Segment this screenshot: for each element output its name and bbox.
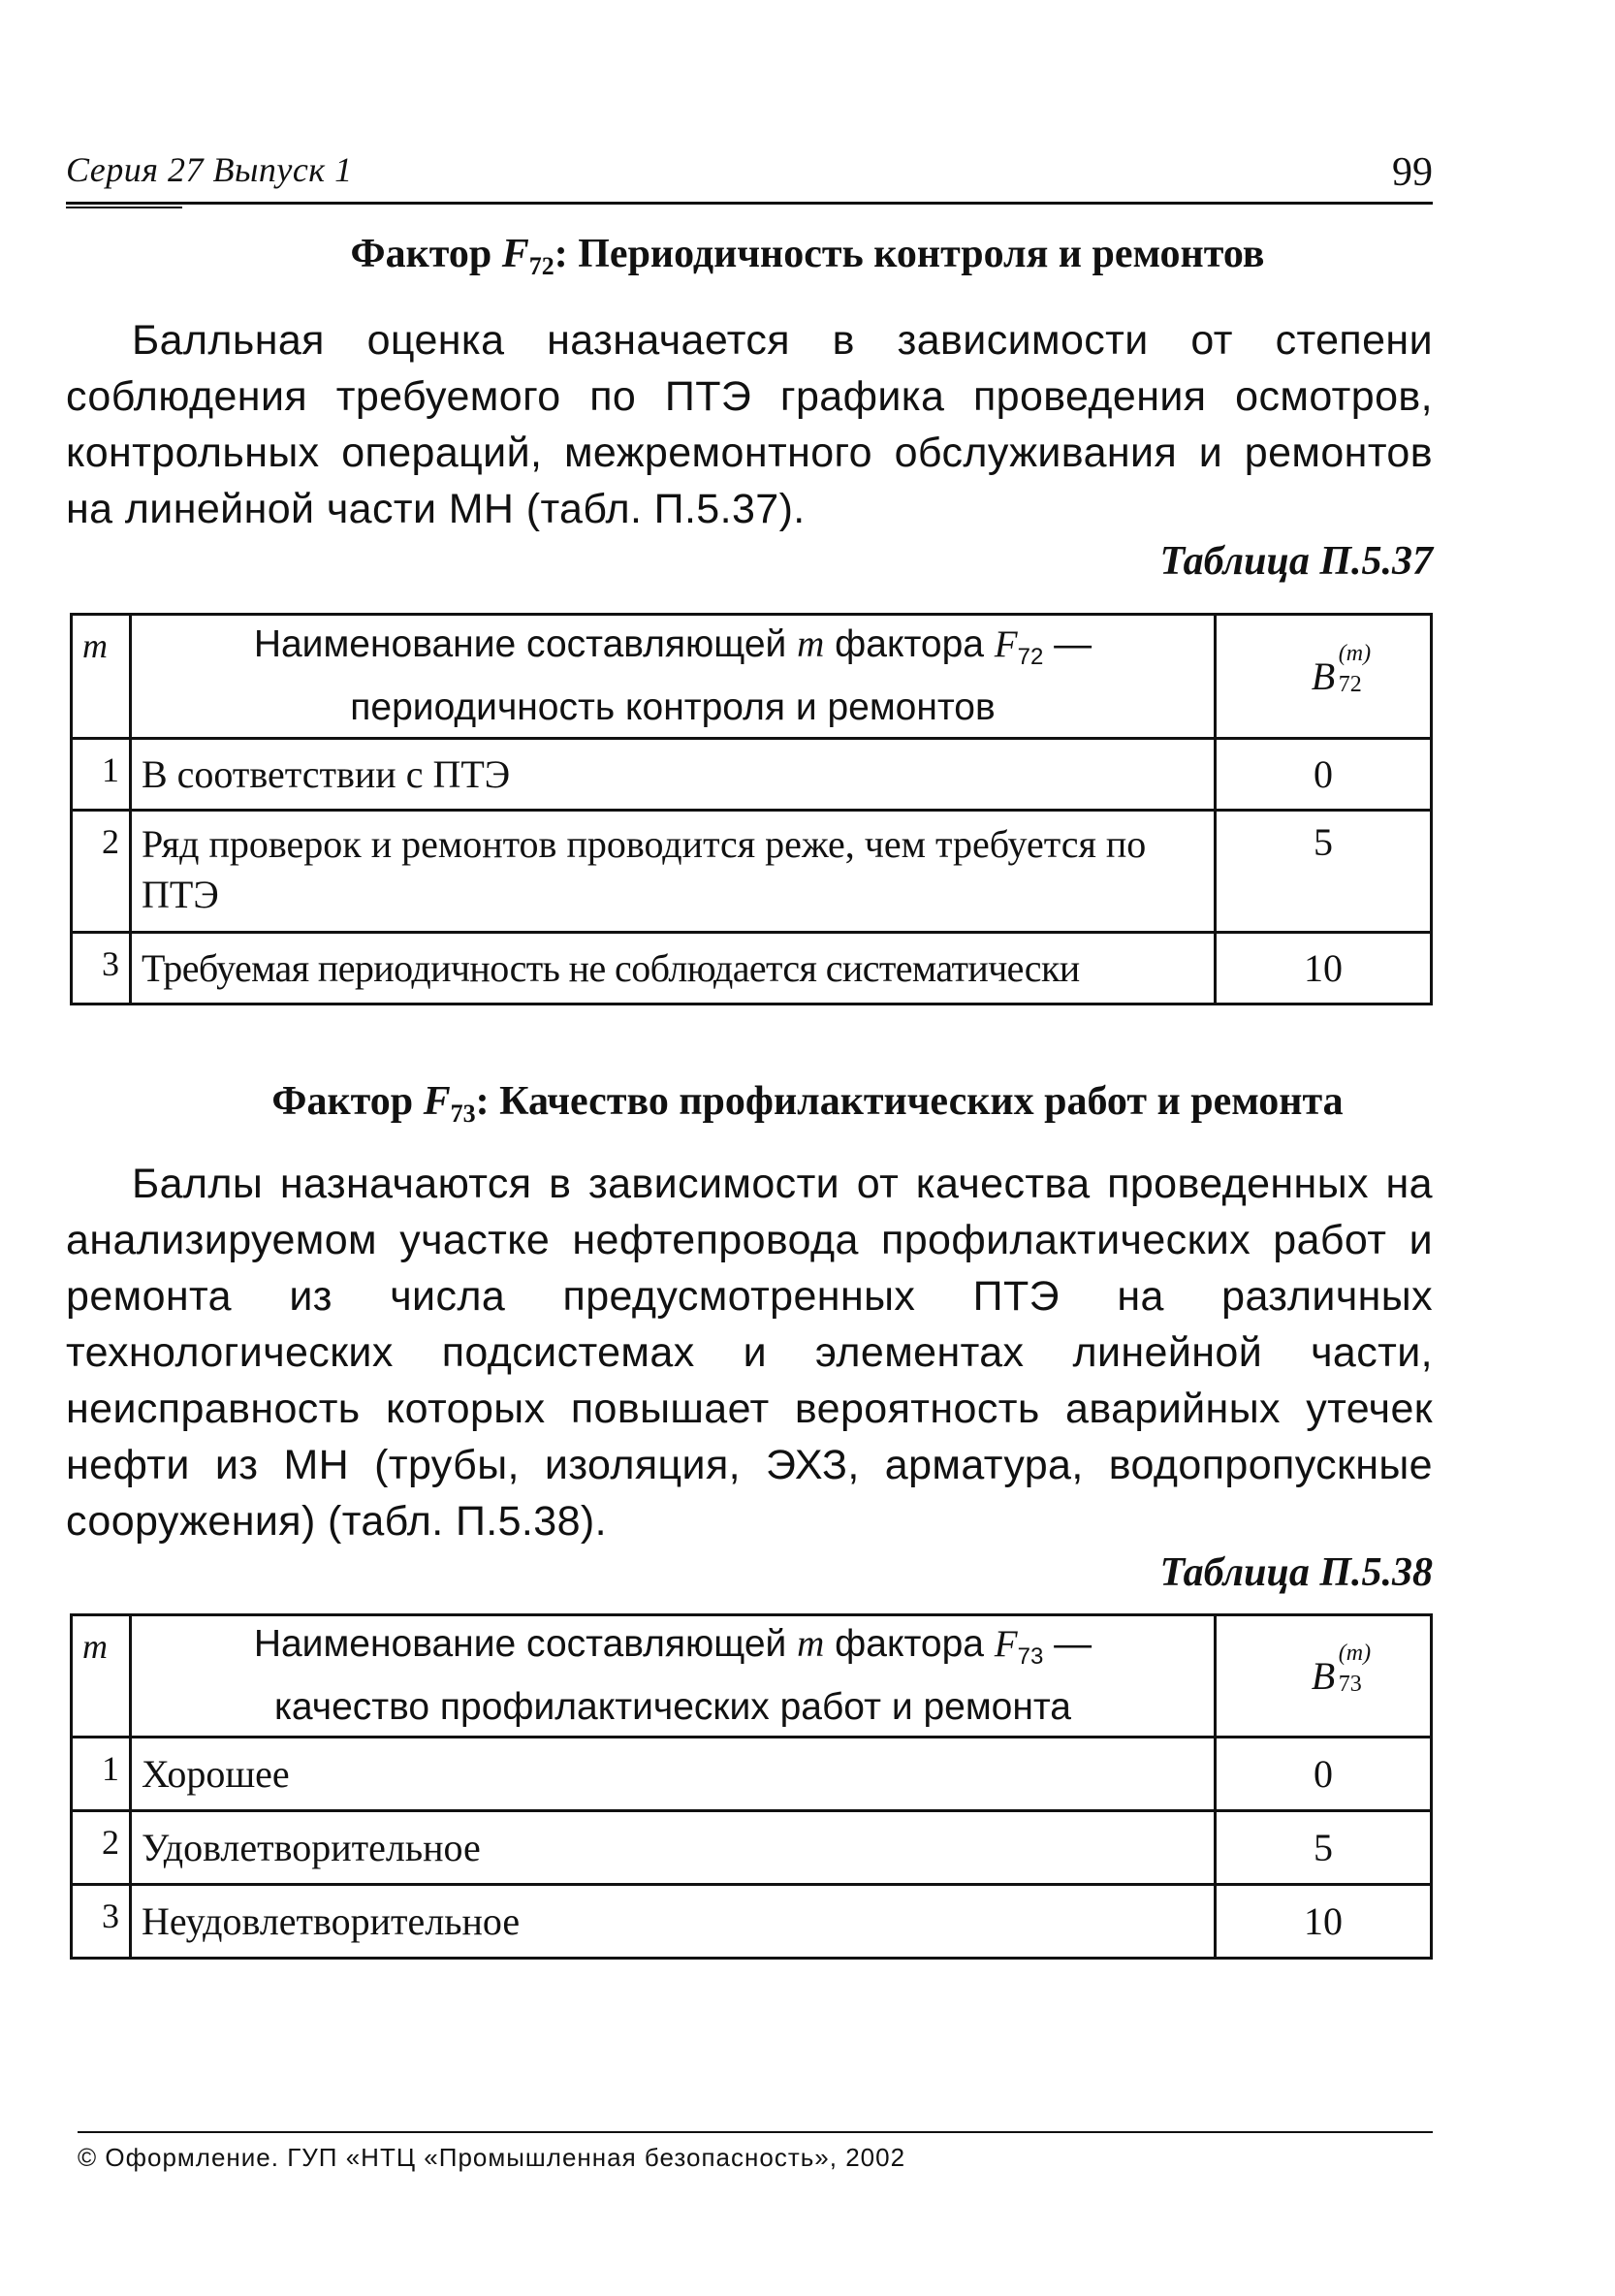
table-row bbox=[72, 1738, 1432, 1811]
b-letter: B bbox=[1311, 654, 1336, 698]
factor-symbol: F bbox=[501, 232, 529, 276]
row-name: Ряд проверок и ремонтов проводится реже, чем требуется по ПТЭ bbox=[131, 811, 1216, 933]
b-superscript: (m) bbox=[1338, 1641, 1372, 1666]
header-f-subscript: 73 bbox=[1017, 1643, 1044, 1670]
header-dash: — bbox=[1043, 1623, 1092, 1665]
header-m: m bbox=[72, 1615, 131, 1738]
header-text-line2: качество профилактических работ и ремонта bbox=[274, 1686, 1071, 1728]
header-m-symbol: m bbox=[797, 1623, 825, 1665]
row-name: Хорошее bbox=[131, 1738, 1216, 1811]
header-text: фактора bbox=[824, 623, 995, 665]
table-row bbox=[72, 1811, 1432, 1885]
row-m: 2 bbox=[72, 811, 131, 933]
header-text: фактора bbox=[824, 1623, 995, 1665]
table-p5-37 bbox=[70, 613, 1433, 1005]
header-b bbox=[1216, 615, 1432, 739]
title-text: : Периодичность контроля и ремонтов bbox=[554, 232, 1265, 276]
header-text: Наименование составляющей bbox=[253, 1623, 798, 1665]
row-b: 10 bbox=[1216, 933, 1432, 1004]
factor-subscript: 72 bbox=[528, 252, 554, 280]
header-rule bbox=[66, 207, 182, 208]
b-symbol bbox=[1311, 1641, 1372, 1698]
table-header-row bbox=[72, 615, 1432, 739]
section2-title bbox=[0, 1078, 1615, 1129]
header-b bbox=[1216, 1615, 1432, 1738]
row-m: 3 bbox=[72, 1885, 131, 1959]
row-m: 2 bbox=[72, 1811, 131, 1885]
row-b: 5 bbox=[1216, 811, 1432, 933]
title-prefix: Фактор bbox=[271, 1079, 424, 1124]
running-header bbox=[66, 145, 1433, 205]
row-name: Удовлетворительное bbox=[131, 1811, 1216, 1885]
row-b: 10 bbox=[1216, 1885, 1432, 1959]
page-number: 99 bbox=[1392, 150, 1433, 195]
b-superscript: (m) bbox=[1338, 641, 1372, 666]
table-p5-38 bbox=[70, 1613, 1433, 1960]
b-symbol bbox=[1311, 641, 1372, 698]
header-text-line2: периодичность контроля и ремонтов bbox=[350, 686, 996, 728]
row-b: 0 bbox=[1216, 739, 1432, 811]
header-text: Наименование составляющей bbox=[253, 623, 798, 665]
section1-paragraph: Балльная оценка назначается в зависимости от степени соблюдения требуемого по ПТЭ графика проведения осмотров, контрольных операций, межремонтного обслуживания и ремонтов на линейной части МН (табл. П.5.37). bbox=[66, 317, 1433, 532]
footer-copyright: © Оформление. ГУП «НТЦ «Промышленная безопасность», 2002 bbox=[78, 2143, 906, 2172]
footer-rule bbox=[78, 2131, 1433, 2133]
table-row bbox=[72, 811, 1432, 933]
table-row bbox=[72, 1885, 1432, 1959]
table-header-row bbox=[72, 1615, 1432, 1738]
header-name bbox=[131, 1615, 1216, 1738]
row-name: Неудовлетворительное bbox=[131, 1885, 1216, 1959]
header-m-symbol: m bbox=[797, 623, 825, 665]
b-letter: B bbox=[1311, 1654, 1336, 1698]
header-f-symbol: F bbox=[994, 623, 1018, 665]
row-b: 5 bbox=[1216, 1811, 1432, 1885]
header-name bbox=[131, 615, 1216, 739]
title-prefix: Фактор bbox=[350, 232, 502, 276]
row-m: 1 bbox=[72, 739, 131, 811]
header-m: m bbox=[72, 615, 131, 739]
series-label: Серия 27 Выпуск 1 bbox=[66, 150, 353, 189]
b-subscript: 72 bbox=[1338, 672, 1362, 697]
factor-symbol: F bbox=[423, 1079, 451, 1124]
row-name: Требуемая периодичность не соблюдается систематически bbox=[131, 933, 1216, 1004]
row-b: 0 bbox=[1216, 1738, 1432, 1811]
header-f-symbol: F bbox=[994, 1623, 1018, 1665]
row-m: 3 bbox=[72, 933, 131, 1004]
title-text: : Качество профилактических работ и ремонта bbox=[475, 1079, 1344, 1124]
table2-caption: Таблица П.5.38 bbox=[1159, 1550, 1433, 1595]
table1-caption: Таблица П.5.37 bbox=[1159, 539, 1433, 584]
section1-title bbox=[0, 231, 1615, 281]
factor-subscript: 73 bbox=[450, 1100, 476, 1128]
header-f-subscript: 72 bbox=[1017, 644, 1044, 670]
table-row bbox=[72, 933, 1432, 1004]
header-dash: — bbox=[1043, 623, 1092, 665]
row-name: В соответствии с ПТЭ bbox=[131, 739, 1216, 811]
table-row bbox=[72, 739, 1432, 811]
row-m: 1 bbox=[72, 1738, 131, 1811]
section2-paragraph: Баллы назначаются в зависимости от качества проведенных на анализируемом участке нефтепровода профилактических работ и ремонта из числа предусмотренных ПТЭ на различных технологических подсистемах и элементах линейной части, неисправность которых повышает вероятность аварийных утечек нефти из МН (трубы, изоляция, ЭХЗ, арматура, водопропускные сооружения) (табл. П.5.38). bbox=[66, 1161, 1433, 1545]
b-subscript: 73 bbox=[1338, 1672, 1362, 1697]
